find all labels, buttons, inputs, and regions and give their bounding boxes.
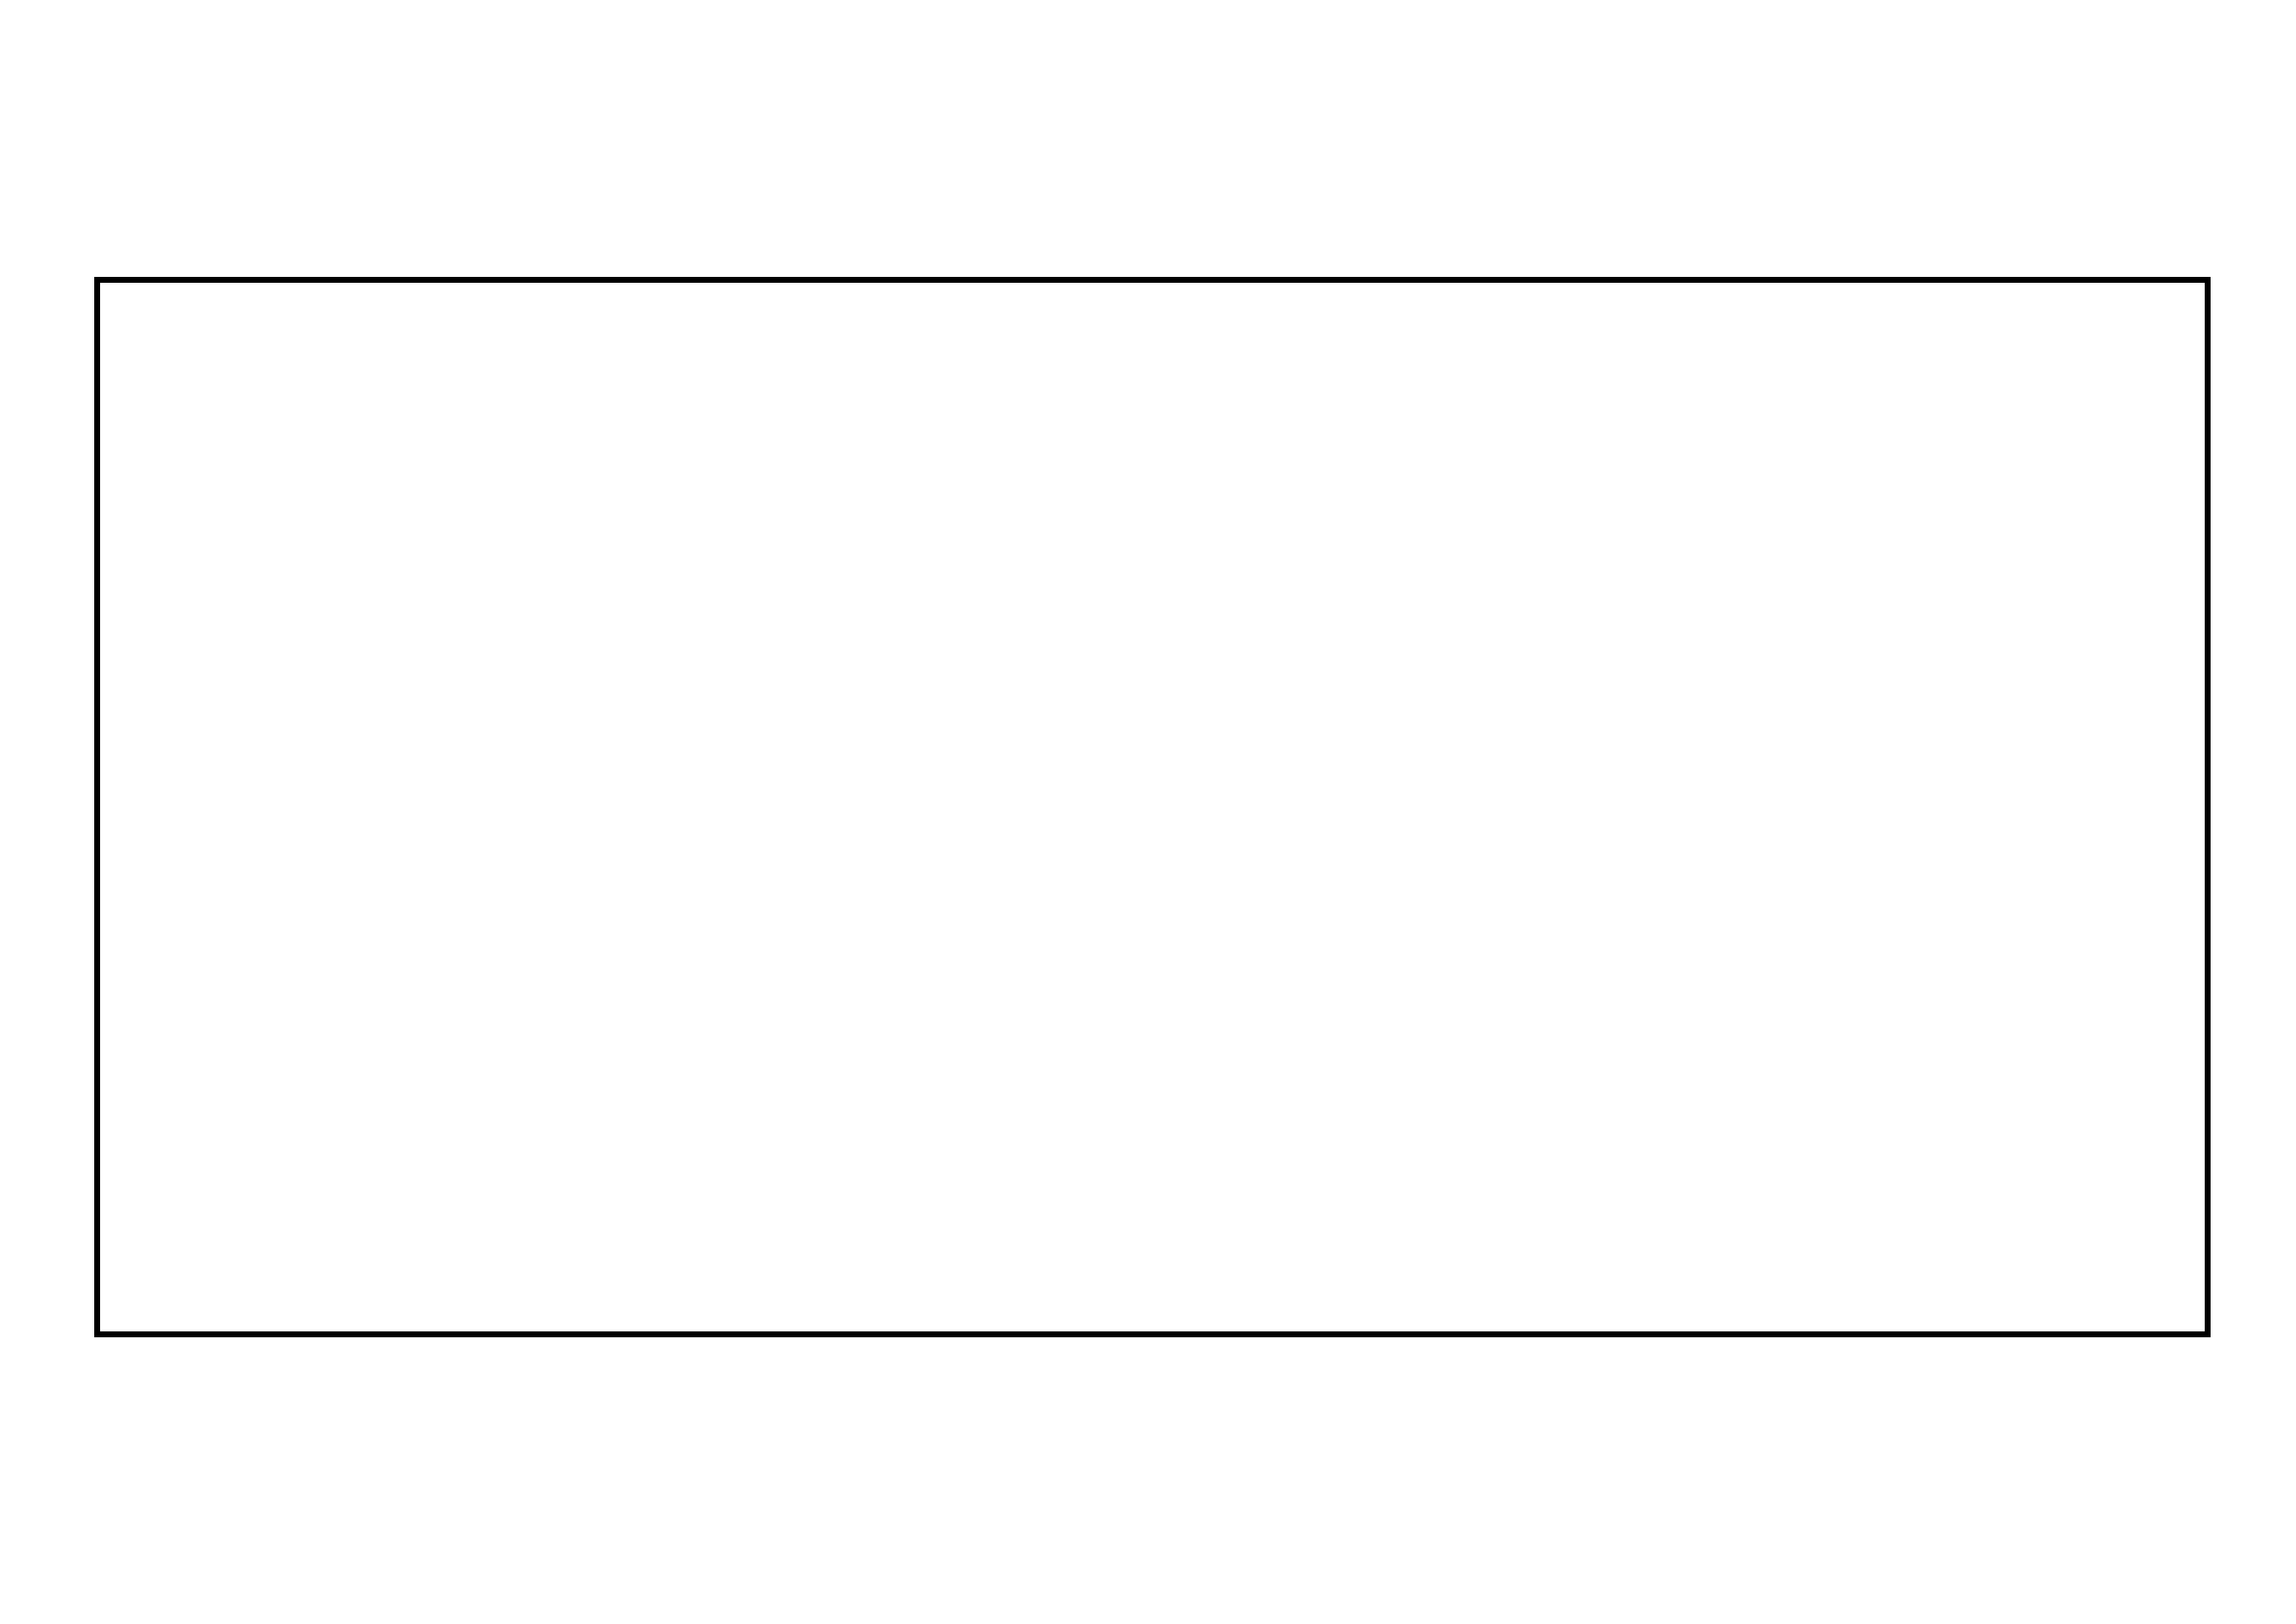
schedule-table — [94, 277, 2211, 1337]
